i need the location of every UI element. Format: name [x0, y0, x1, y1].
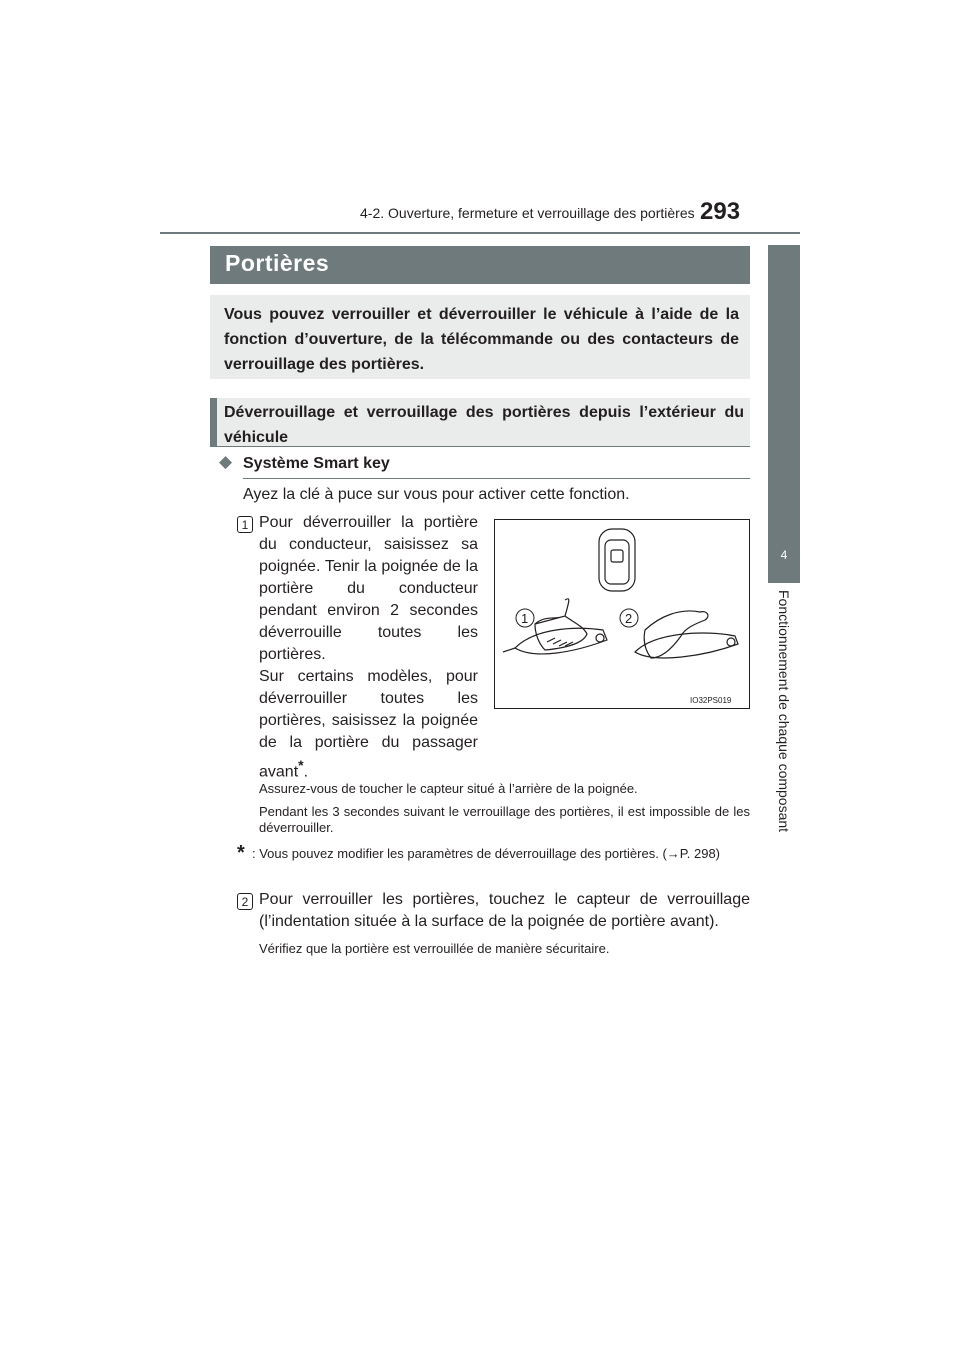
chapter-number: 4 — [780, 548, 788, 562]
footnote-star: * — [298, 757, 304, 773]
subsection-divider — [210, 446, 750, 447]
door-handle-figure — [494, 519, 750, 709]
figure-label-2: 2 — [625, 611, 633, 626]
intro-text: Vous pouvez verrouiller et déverrouiller le véhicule à l’aide de la fonction d’ouverture, de la télécommande ou des contacteurs de verrouillage des portières. — [224, 306, 739, 373]
header-section-title: 4-2. Ouverture, fermeture et verrouillage des portières — [360, 205, 695, 221]
footnote-text: : Vous pouvez modifier les paramètres de déverrouillage des portières. (→P. 298) — [252, 846, 721, 861]
chapter-tab — [768, 245, 800, 583]
step-2-text: Pour verrouiller les portières, touchez le capteur de verrouillage (l’indentation située à la surface de la poignée de portière avant). — [259, 891, 750, 930]
figure-caption: IO32PS019 — [690, 696, 732, 705]
step-1-text — [259, 512, 478, 783]
header-divider — [160, 232, 800, 234]
smart-key-intro: Ayez la clé à puce sur vous pour activer cette fonction. — [243, 486, 630, 503]
step-2-note: Vérifiez que la portière est verrouillée de manière sécuritaire. — [259, 941, 610, 956]
note-1: Assurez-vous de toucher le capteur situé à l’arrière de la poignée. — [259, 781, 638, 796]
smart-key-heading: Système Smart key — [243, 455, 390, 472]
figure-label-1: 1 — [521, 611, 529, 626]
step-1-badge: 1 — [237, 516, 253, 533]
smart-key-divider — [243, 478, 750, 479]
step-1-paragraph-2: Sur certains modèles, pour déverrouiller toutes les portières, saisissez la poignée de la portière du passager avant*. — [259, 668, 478, 781]
step-1-paragraph: Pour déverrouiller la portière du conducteur, saisissez sa poignée. Tenir la poignée de la portière du conducteur pendant environ 2 secondes déverrouille toutes les portières. — [259, 514, 478, 663]
step-2-badge: 2 — [237, 893, 253, 910]
door-handle-illustration — [495, 520, 749, 708]
page-title: Portières — [225, 250, 330, 276]
note-2: Pendant les 3 secondes suivant le verrouillage des portières, il est impossible de les déverrouiller. — [259, 804, 750, 835]
footnote-mark: * — [237, 842, 245, 864]
page-number: 293 — [700, 198, 741, 225]
subsection-title: Déverrouillage et verrouillage des portières depuis l’extérieur du véhicule — [224, 404, 744, 446]
chapter-label: Fonctionnement de chaque composant — [776, 590, 792, 833]
diamond-icon: ◆ — [219, 452, 233, 471]
